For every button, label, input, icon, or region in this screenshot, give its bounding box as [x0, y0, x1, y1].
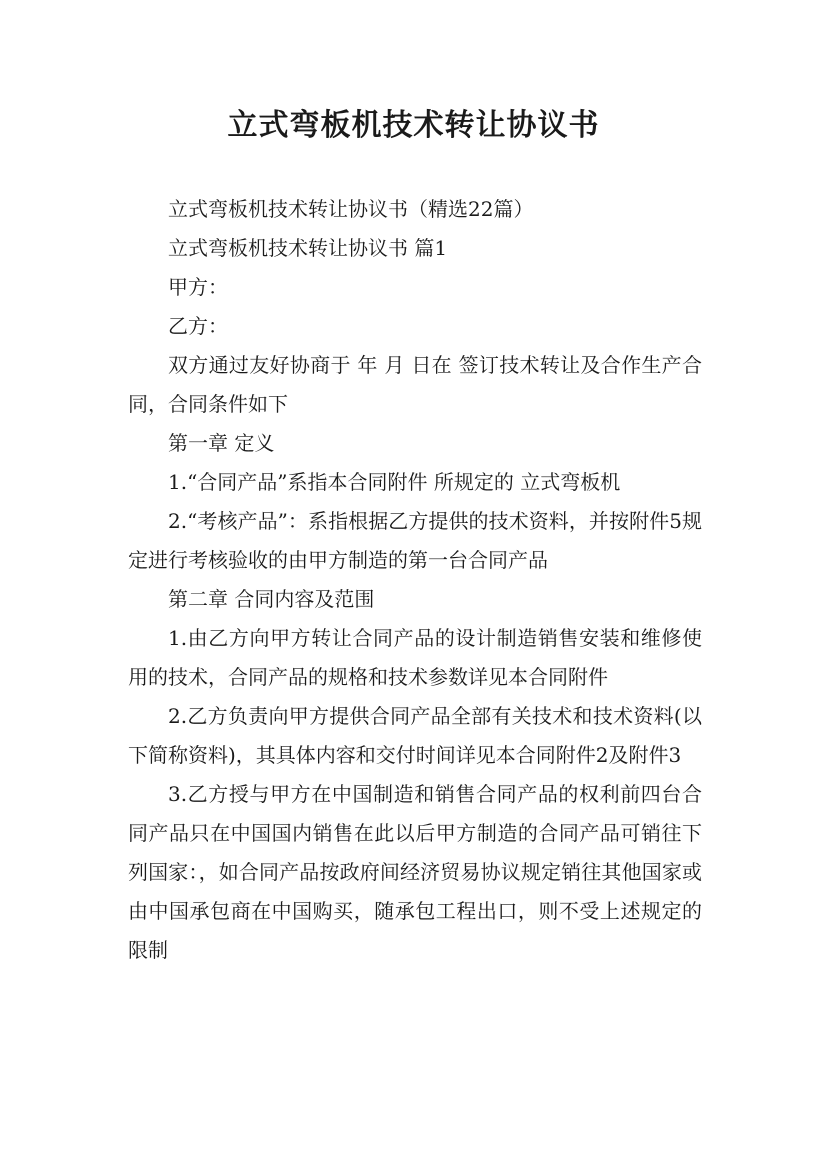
- party-b-label: 乙方：: [168, 314, 228, 338]
- party-a-label: 甲方：: [168, 275, 228, 299]
- paragraph: 2.乙方负责向甲方提供合同产品全部有关技术和技术资料(以下简称资料)，其具体内容和交付时间详见本合同附件2及附件3: [128, 704, 702, 767]
- document-title: 立式弯板机技术转让协议书: [227, 108, 600, 143]
- paragraph: 1.“合同产品”系指本合同附件 所规定的 立式弯板机: [168, 470, 621, 494]
- chapter-heading: 第一章 定义: [168, 431, 275, 455]
- document-body: [128, 190, 702, 970]
- chapter-heading: 第二章 合同内容及范围: [168, 587, 375, 611]
- paragraph: 立式弯板机技术转让协议书 篇1: [168, 236, 448, 260]
- paragraph: 双方通过友好协商于 年 月 日在 签订技术转让及合作生产合同，合同条件如下: [128, 353, 702, 416]
- paragraph: 1.由乙方向甲方转让合同产品的设计制造销售安装和维修使用的技术，合同产品的规格和技术参数详见本合同附件: [128, 626, 702, 689]
- paragraph: 3.乙方授与甲方在中国制造和销售合同产品的权利前四台合同产品只在中国国内销售在此以后甲方制造的合同产品可销往下列国家：，如合同产品按政府间经济贸易协议规定销往其他国家或由中国承包商在中国购买，随承包工程出口，则不受上述规定的限制: [128, 782, 702, 962]
- paragraph: 2.“考核产品”：系指根据乙方提供的技术资料，并按附件5规定进行考核验收的由甲方制造的第一台合同产品: [128, 509, 702, 572]
- paragraph: 立式弯板机技术转让协议书（精选22篇）: [168, 197, 534, 221]
